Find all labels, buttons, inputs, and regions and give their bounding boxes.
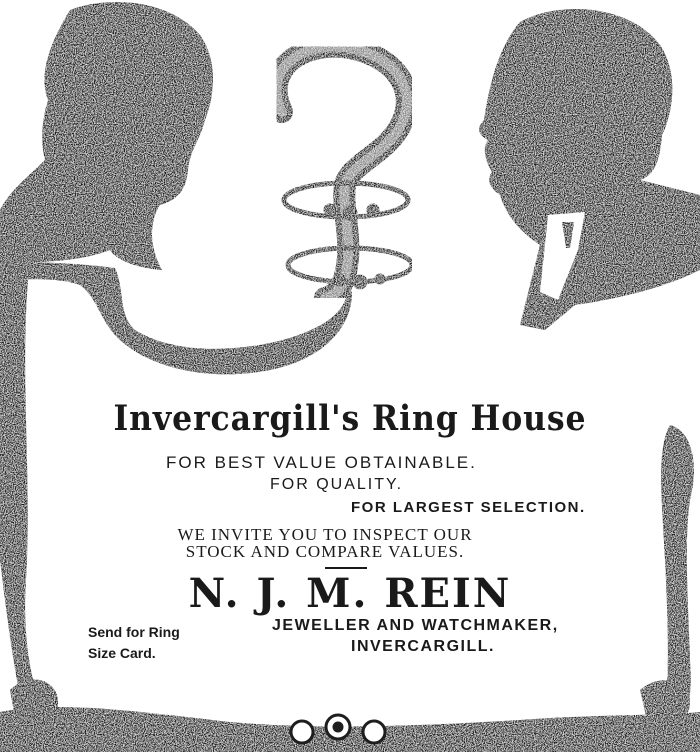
claim-largest-selection: FOR LARGEST SELECTION.: [351, 499, 586, 516]
claim-best-value: FOR BEST VALUE OBTAINABLE.: [166, 453, 477, 472]
invitation-line-1: WE INVITE YOU TO INSPECT OUR: [177, 525, 473, 544]
town-name: INVERCARGILL.: [351, 638, 495, 655]
claim-quality: FOR QUALITY.: [270, 476, 404, 493]
headline: Invercargill's Ring House: [113, 398, 587, 439]
divider-rule: [325, 567, 367, 569]
trade-description: JEWELLER AND WATCHMAKER,: [272, 617, 559, 634]
man-silhouette: [479, 9, 700, 330]
ring-card-line-2: Size Card.: [88, 645, 156, 661]
invitation-line-2: STOCK AND COMPARE VALUES.: [185, 542, 465, 561]
floral-scroll-border: [0, 280, 700, 752]
question-mark-with-rings: [277, 47, 412, 298]
ring-card-line-1: Send for Ring: [88, 624, 180, 640]
rose-ornament: [291, 715, 385, 743]
business-name: N. J. M. REIN: [188, 570, 512, 617]
